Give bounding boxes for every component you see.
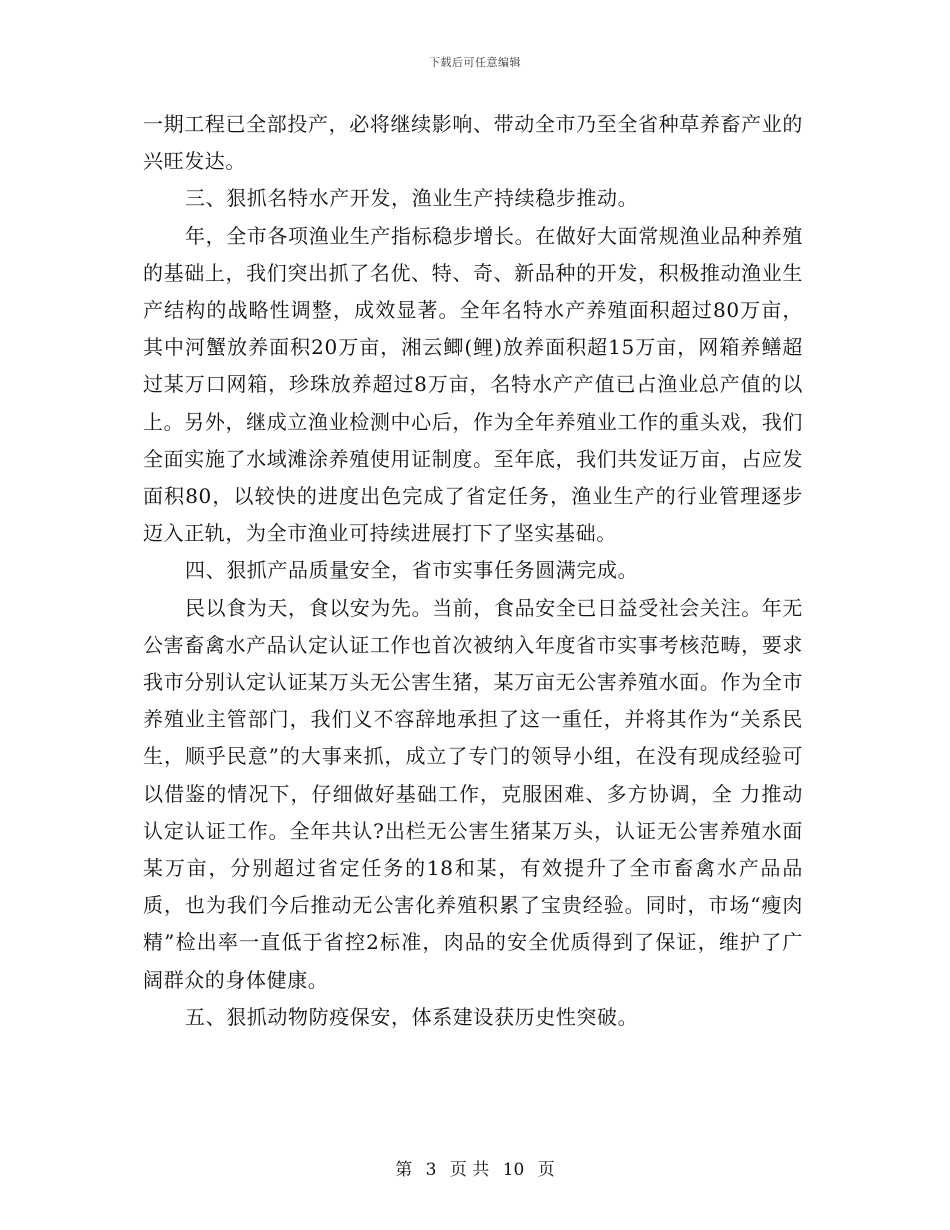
section-heading-4: 四、狠抓产品质量安全，省市实事任务圆满完成。 (185, 558, 639, 583)
page-footer (0, 1155, 950, 1180)
footer-prefix: 第 (395, 1160, 413, 1180)
paragraph-food-safety: 民以食为天，食以安为先。当前，食品安全已日益受社会关注。年无公害畜禽水产品认定认证工作也首次被纳入年度省市实事考核范畴，要求我市分别认定认证某万头无公害生猪，某万亩无公害养殖水面。作为全市养殖业主管部门，我们义不容辞地承担了这一重任，并将其作为“关系民生，顺乎民意”的大事来抓，成立了专门的领导小组，在没有现成经验可以借鉴的情况下，仔细做好基础工作，克服困难、多方协调，全 力推动认定认证工作。全年共认?出栏无公害生猪某万头，认证无公害养殖水面某万亩，分别超过省定任务的18和某，有效提升了全市畜禽水产品品质，也为我们今后推动无公害化养殖积累了宝贵经验。同时，市场“瘦肉精”检出率一直低于省控2标准，肉品的安全优质得到了保证，维护了广阔群众的身体健康。 (143, 595, 803, 992)
document-body (143, 106, 803, 1036)
page-header: 下载后可任意编辑 (429, 56, 521, 69)
paragraph-1: 一期工程已全部投产，必将继续影响、带动全市乃至全省种草养畜产业的兴旺发达。 (143, 112, 803, 174)
footer-middle: 页 共 (449, 1160, 490, 1180)
footer-suffix: 页 (537, 1160, 555, 1180)
section-heading-5: 五、狠抓动物防疫保安，体系建设获历史性突破。 (185, 1004, 639, 1029)
paragraph-fishery: 年，全市各项渔业生产指标稳步增长。在做好大面常规渔业品种养殖的基础上，我们突出抓了名优、特、奇、新品种的开发，积极推动渔业生产结构的战略性调整，成效显著。全年名特水产养殖面积超过80万亩，其中河蟹放养面积20万亩，湘云鲫(鲤)放养面积超15万亩，网箱养鳝超过某万口网箱，珍珠放养超过8万亩，名特水产产值已占渔业总产值的以上。另外，继成立渔业检测中心后，作为全年养殖业工作的重头戏，我们全面实施了水域滩涂养殖使用证制度。至年底，我们共发证万亩，占应发面积80，以较快的进度出色完成了省定任务，渔业生产的行业管理逐步迈入正轨，为全市渔业可持续进展打下了坚实基础。 (143, 223, 803, 546)
footer-total-pages: 10 (502, 1160, 525, 1180)
section-heading-3: 三、狠抓名特水产开发，渔业生产持续稳步推动。 (185, 186, 639, 211)
footer-page-number: 3 (425, 1160, 437, 1180)
